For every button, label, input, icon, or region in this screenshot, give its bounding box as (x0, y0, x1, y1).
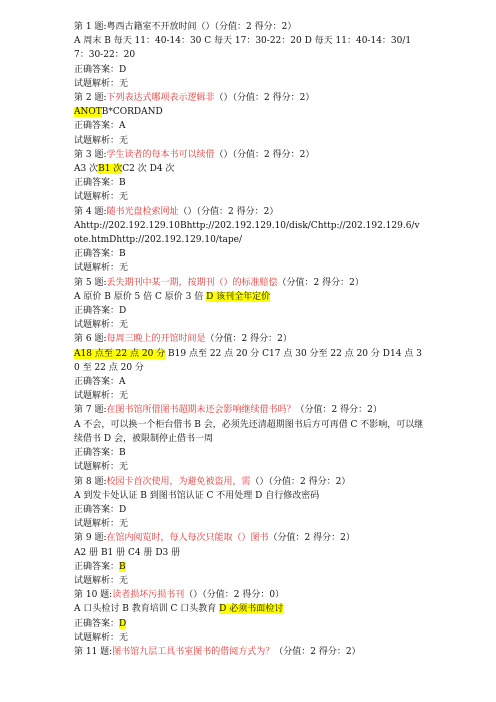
question-score: （）（分值：2 得分：2） (214, 93, 315, 104)
analysis-line: 试题解析：无 (74, 135, 129, 146)
question-score: （分值：2 得分：2） (295, 405, 382, 416)
question-line (74, 531, 424, 545)
question-score: （分值：2 得分：2） (268, 533, 355, 544)
correct-answer (74, 446, 424, 460)
options-highlighted: A18 点至 22 点 20 分 (74, 348, 166, 359)
question-stem: 在馆内阅览时，每人每次只能取（）图书 (106, 533, 269, 544)
options-text: A3 次 (74, 164, 99, 175)
question-stem: 粤西古籍室不开放时间（） (106, 22, 215, 32)
analysis-line: 试题解析：无 (74, 391, 129, 402)
question-line (74, 403, 424, 417)
question-score: （）（分值：2 得分：2） (214, 149, 315, 160)
question-number: 第 1 题: (74, 22, 107, 32)
question-stem: 学生读者的每本书可以续借 (106, 149, 215, 160)
question-stem: 图书馆九层工具书室图书的借阅方式为？ (112, 646, 275, 657)
question-number: 第 11 题: (74, 646, 113, 657)
correct-answer (74, 560, 424, 574)
correct-answer-label: 正确答案：D (74, 64, 127, 75)
correct-answer-label: 正确答案： (74, 561, 120, 572)
options-line (74, 418, 424, 446)
question-stem: 在图书馆所借图书超期未还会影响继续借书吗？ (106, 405, 296, 416)
correct-answer-label: 正确答案：A (74, 121, 126, 132)
options-text: A 周末 B 每天 11：40-14：30 C 每天 17：30-22：20 D 每天 11：40-14：30/17：30-22：20 (74, 36, 412, 61)
analysis-line: 试题解析：无 (74, 519, 129, 530)
question-stem: 下列表达式哪项表示逻辑非 (106, 93, 215, 104)
question-stem: 每周三晚上的开馆时间是 (106, 334, 206, 345)
correct-answer-label: 正确答案：B (74, 249, 126, 260)
options-text-rest: B19 点至 22 点 20 分 C17 点 30 分至 22 点 20 分 D14 点 30 至 22 点 20 分 (74, 348, 422, 373)
question-number: 第 4 题: (74, 206, 107, 217)
question-score: （分值：2 得分：2） (214, 22, 297, 32)
correct-answer-label: 正确答案：B (74, 448, 126, 459)
correct-answer (74, 247, 424, 261)
question-number: 第 5 题: (74, 277, 107, 288)
question-score: （分值：2 得分：2） (277, 277, 364, 288)
question-line (74, 148, 424, 162)
options-text: A 口头检讨 B 教育培训 C 口头教育 (74, 604, 220, 615)
correct-answer (74, 503, 424, 517)
question-stem: 校园卡首次使用，为避免被盗用，需 (106, 476, 251, 487)
correct-answer-label: 正确答案：B (74, 178, 126, 189)
correct-answer (74, 375, 424, 389)
question-line (74, 332, 424, 346)
options-line (74, 34, 424, 62)
options-text-rest: C2 次 D4 次 (122, 164, 175, 175)
correct-answer-label: 正确答案：A (74, 377, 126, 388)
options-highlighted: B1 次 (98, 164, 123, 175)
options-text: A 原价 B 原价 5 倍 C 原价 3 倍 (74, 291, 207, 302)
question-number: 第 3 题: (74, 149, 107, 160)
question-score: （分值：2 得分：2） (274, 646, 361, 657)
options-text: A 到发卡处认证 B 到图书馆认证 C 不用处理 D 自行修改密码 (74, 490, 320, 501)
options-highlighted: D 该刊全年定价 (206, 291, 271, 302)
analysis-line: 试题解析：无 (74, 263, 129, 274)
analysis-line: 试题解析：无 (74, 192, 129, 203)
correct-answer-label: 正确答案：D (74, 306, 127, 317)
question-line (74, 588, 424, 602)
question-stem: 丢失期刊中某一期，按期刊（）的标准赔偿 (106, 277, 278, 288)
question-number: 第 10 题: (74, 590, 113, 601)
analysis-line: 试题解析：无 (74, 78, 129, 89)
question-line (74, 91, 424, 105)
options-highlighted: ANOT (74, 107, 102, 118)
analysis-line: 试题解析：无 (74, 320, 129, 331)
question-stem: 读者损坏污损书刊 (112, 590, 185, 601)
question-number: 第 9 题: (74, 533, 107, 544)
correct-answer-label: 正确答案： (74, 618, 120, 629)
question-number: 第 7 题: (74, 405, 107, 416)
options-line (74, 546, 424, 560)
options-highlighted: D 必须书面检讨 (219, 604, 284, 615)
question-score: （分值：2 得分：2） (205, 334, 292, 345)
exam-results-document (74, 20, 424, 659)
options-line (74, 219, 424, 247)
question-number: 第 2 题: (74, 93, 107, 104)
options-line (74, 290, 424, 304)
options-line (74, 489, 424, 503)
correct-answer-label: 正确答案：D (74, 504, 127, 515)
question-line (74, 276, 424, 290)
analysis-line: 试题解析：无 (74, 632, 129, 643)
correct-answer (74, 119, 424, 133)
question-score: （）（分值：2 得分：2） (178, 206, 279, 217)
correct-answer-highlight: B (119, 561, 126, 572)
correct-answer (74, 63, 424, 77)
options-text-rest: B*CORDAND (101, 107, 163, 118)
options-line (74, 162, 424, 176)
options-text: A2 册 B1 册 C4 册 D3 册 (74, 547, 181, 558)
question-line (74, 20, 424, 34)
question-score: （）（分值：2 得分：2） (250, 476, 351, 487)
question-number: 第 8 题: (74, 476, 107, 487)
options-line (74, 347, 424, 375)
correct-answer (74, 176, 424, 190)
analysis-line: 试题解析：无 (74, 575, 129, 586)
options-text: Ahttp://202.192.129.10Bhttp://202.192.129.10/disk/Chttp://202.192.129.6/vote.htmDhttp://202.192.129.10/tape/ (74, 220, 420, 246)
question-stem: 随书光盘检索网址 (106, 206, 179, 217)
question-line (74, 475, 424, 489)
question-line (74, 205, 424, 219)
analysis-line: 试题解析：无 (74, 462, 129, 473)
correct-answer (74, 304, 424, 318)
options-line (74, 602, 424, 616)
options-text: A 不会，可以换一个柜台借书 B 会，必须先还清超期图书后方可再借 C 不影响，可以继续借书 D 会，被限制停止借书一周 (74, 419, 424, 444)
correct-answer-highlight: D (119, 618, 127, 629)
options-line (74, 105, 424, 119)
correct-answer (74, 617, 424, 631)
question-number: 第 6 题: (74, 334, 107, 345)
question-score: （）（分值：2 得分：0） (184, 590, 285, 601)
question-line (74, 645, 424, 659)
